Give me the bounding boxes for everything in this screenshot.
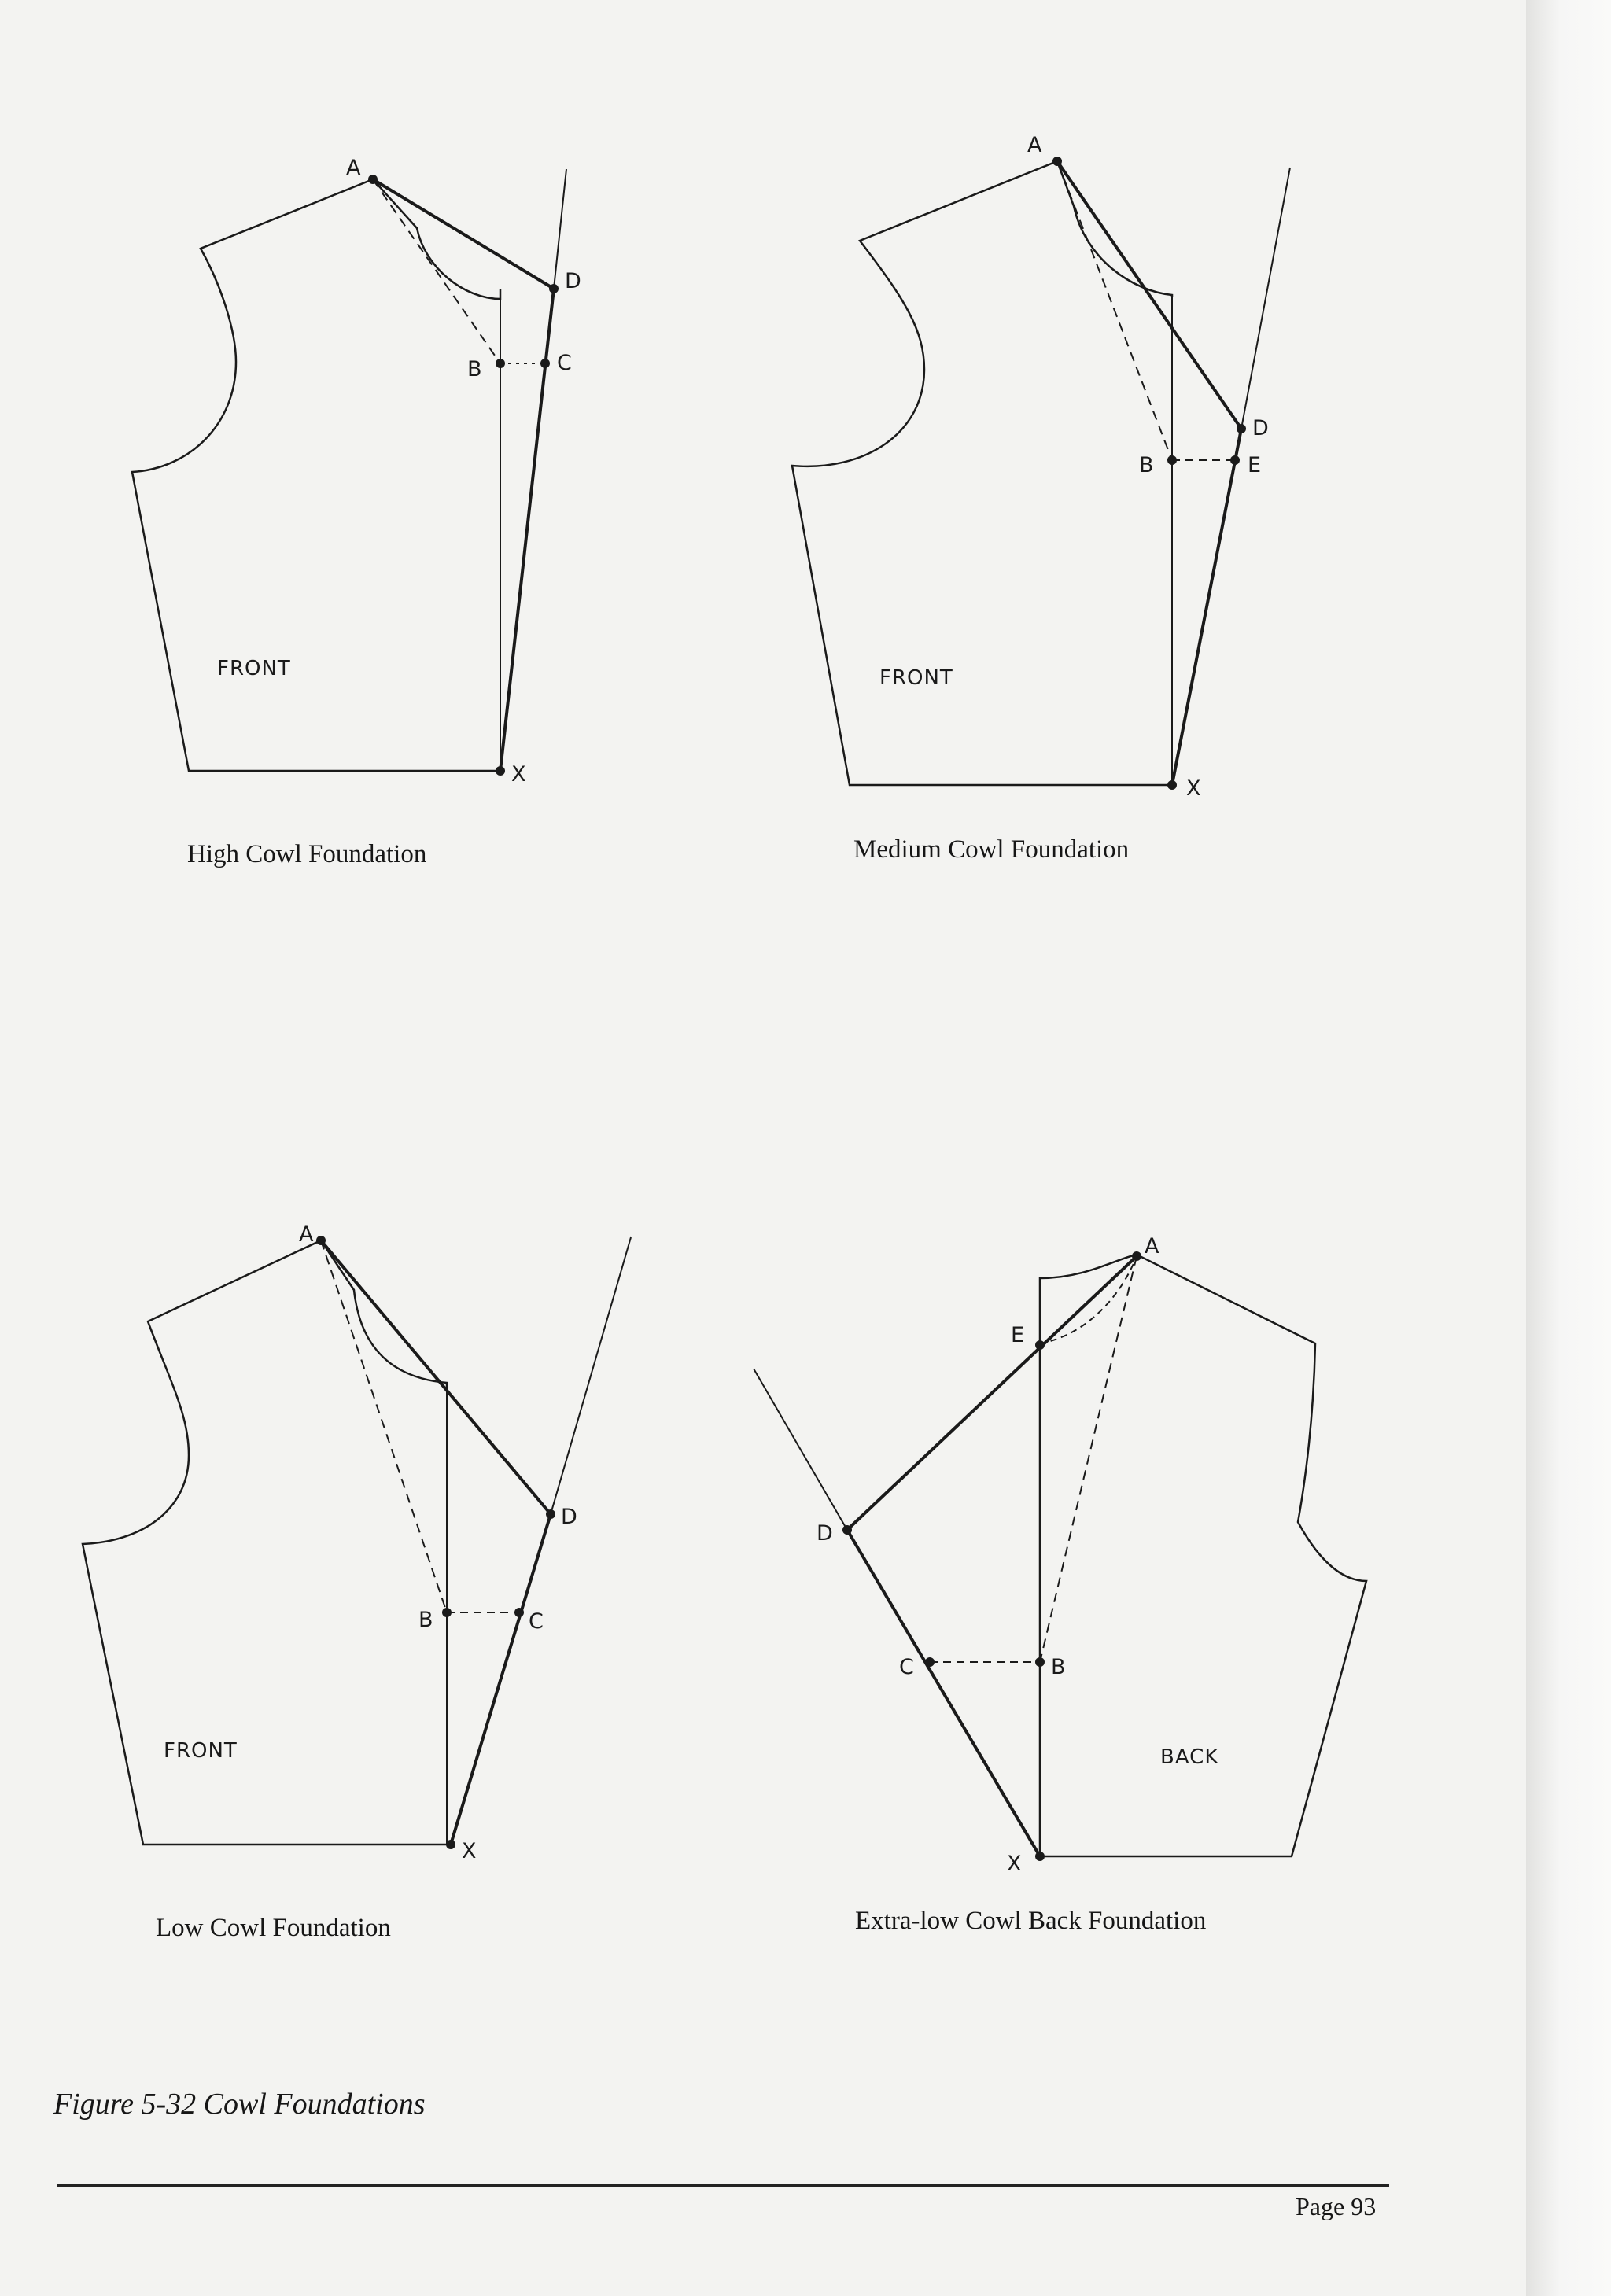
figure-caption: Figure 5-32 Cowl Foundations [53, 2088, 426, 2121]
high-label-d: D [565, 269, 581, 293]
medium-cowl-diagram [792, 133, 1290, 801]
high-bodice-outline [132, 179, 500, 771]
extra-low-label-a: A [1145, 1234, 1159, 1259]
extra-low-cowl-diagram [754, 1234, 1366, 1876]
low-label-b: B [418, 1608, 433, 1632]
medium-point-x [1167, 780, 1177, 790]
extra-low-point-b [1035, 1657, 1045, 1667]
extra-low-label-x: X [1007, 1852, 1022, 1876]
extra-low-cowl-caption: Extra-low Cowl Back Foundation [855, 1907, 1207, 1935]
low-label-x: X [462, 1839, 477, 1863]
high-cowl-diagram [132, 156, 581, 787]
medium-shoulder-extension [1241, 168, 1290, 429]
low-d-to-x-line [451, 1514, 551, 1845]
extra-low-point-a [1132, 1251, 1141, 1261]
extra-low-a-to-d-line [847, 1256, 1137, 1530]
extra-low-label-d: D [817, 1521, 833, 1546]
low-cowl-caption: Low Cowl Foundation [156, 1914, 391, 1942]
extra-low-point-x [1035, 1852, 1045, 1861]
low-cowl-diagram [83, 1222, 631, 1863]
extra-low-label-c: C [899, 1655, 914, 1679]
medium-point-b [1167, 455, 1177, 465]
low-point-d [546, 1509, 555, 1519]
medium-a-to-d-line [1057, 161, 1241, 429]
low-point-c [514, 1608, 524, 1617]
low-label-a: A [299, 1222, 314, 1247]
low-label-d: D [561, 1505, 577, 1529]
extra-low-label-e: E [1011, 1323, 1025, 1347]
extra-low-panel-label: BACK [1160, 1745, 1219, 1769]
low-a-to-b-dashed [321, 1240, 447, 1612]
extra-low-point-c [925, 1657, 935, 1667]
low-label-c: C [529, 1609, 544, 1634]
low-a-to-d-line [321, 1240, 551, 1514]
extra-low-point-e [1035, 1340, 1045, 1350]
medium-point-d [1237, 424, 1246, 433]
medium-d-to-x-line [1172, 429, 1241, 785]
medium-label-e: E [1248, 453, 1262, 477]
medium-label-a: A [1027, 133, 1042, 157]
medium-label-d: D [1252, 416, 1269, 440]
high-point-b [496, 359, 505, 368]
high-label-b: B [467, 357, 482, 381]
high-panel-label: FRONT [217, 657, 291, 680]
high-point-d [549, 284, 559, 293]
extra-low-point-d [842, 1525, 852, 1535]
extra-low-a-to-b-dashed [1040, 1256, 1137, 1662]
low-point-a [316, 1236, 326, 1245]
medium-cowl-caption: Medium Cowl Foundation [853, 835, 1130, 864]
high-cowl-caption: High Cowl Foundation [187, 840, 427, 868]
medium-point-e [1230, 455, 1240, 465]
medium-a-to-b-dashed [1057, 161, 1172, 460]
extra-low-d-to-x-line [847, 1530, 1040, 1856]
high-label-a: A [346, 156, 361, 180]
low-point-b [442, 1608, 452, 1617]
page-number: Page 93 [1296, 2192, 1377, 2220]
extra-low-shoulder-extension [754, 1369, 847, 1530]
medium-panel-label: FRONT [879, 666, 953, 690]
footer-rule [57, 2184, 1389, 2187]
medium-bodice-outline [792, 161, 1172, 785]
low-point-x [446, 1840, 455, 1849]
high-point-x [496, 766, 505, 776]
high-label-x: X [511, 762, 526, 787]
extra-low-label-b: B [1051, 1655, 1066, 1679]
high-label-c: C [557, 351, 572, 375]
high-a-to-d-line [373, 179, 554, 289]
low-shoulder-extension [551, 1237, 631, 1514]
low-panel-label: FRONT [164, 1739, 238, 1763]
medium-label-x: X [1186, 776, 1201, 801]
high-point-c [540, 359, 550, 368]
medium-label-b: B [1139, 453, 1154, 477]
high-a-to-b-dashed [373, 179, 500, 363]
medium-point-a [1052, 157, 1062, 166]
high-point-a [368, 175, 378, 184]
